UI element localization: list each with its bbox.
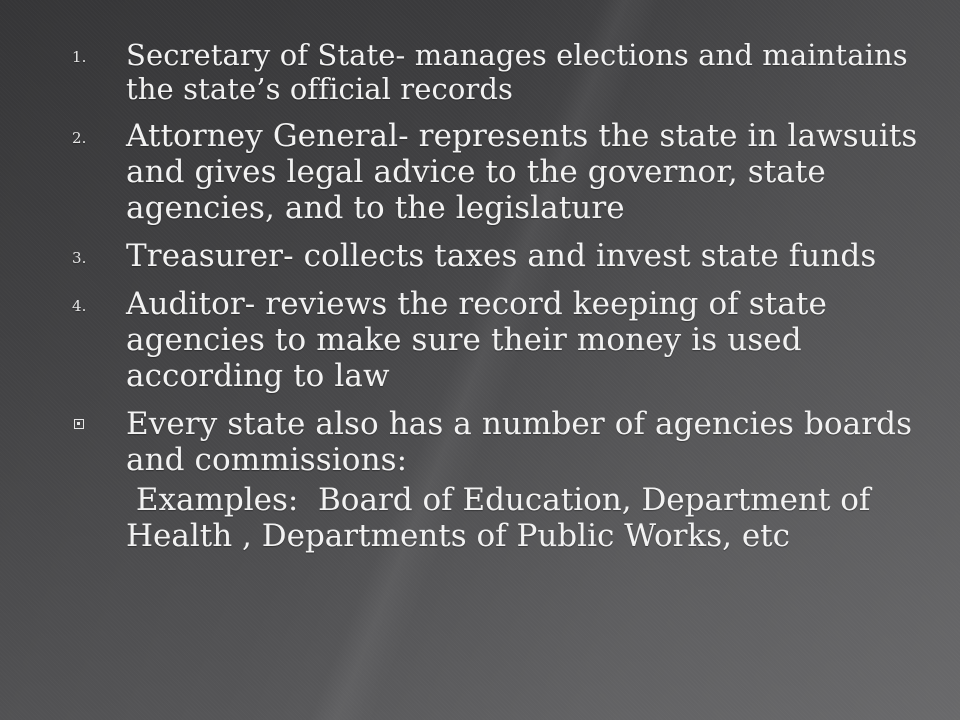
list-number: 2. xyxy=(72,129,87,147)
list-item-text: Secretary of State- manages elections and maintains the state’s official records xyxy=(126,38,908,106)
list-number: 1. xyxy=(72,48,87,66)
list-number: 4. xyxy=(72,297,87,315)
list-item-secretary-of-state xyxy=(72,38,932,106)
bullet-item-agencies xyxy=(72,406,932,478)
bullet-item-text: Every state also has a number of agencies boards and commissions: xyxy=(126,406,913,478)
list-item-attorney-general xyxy=(72,118,932,226)
list-item-text: Auditor- reviews the record keeping of state agencies to make sure their money is used according to law xyxy=(126,286,827,394)
examples-text: Examples: Board of Education, Department of Health , Departments of Public Works, etc xyxy=(126,482,881,554)
list-item-treasurer xyxy=(72,238,932,274)
list-number: 3. xyxy=(72,249,87,267)
list-item-text: Attorney General- represents the state in lawsuits and gives legal advice to the governor, state agencies, and to the legislature xyxy=(126,118,918,226)
list-item-text: Treasurer- collects taxes and invest state funds xyxy=(126,238,877,274)
slide-body xyxy=(72,38,932,554)
square-bullet-icon xyxy=(74,419,84,429)
list-item-auditor xyxy=(72,286,932,394)
